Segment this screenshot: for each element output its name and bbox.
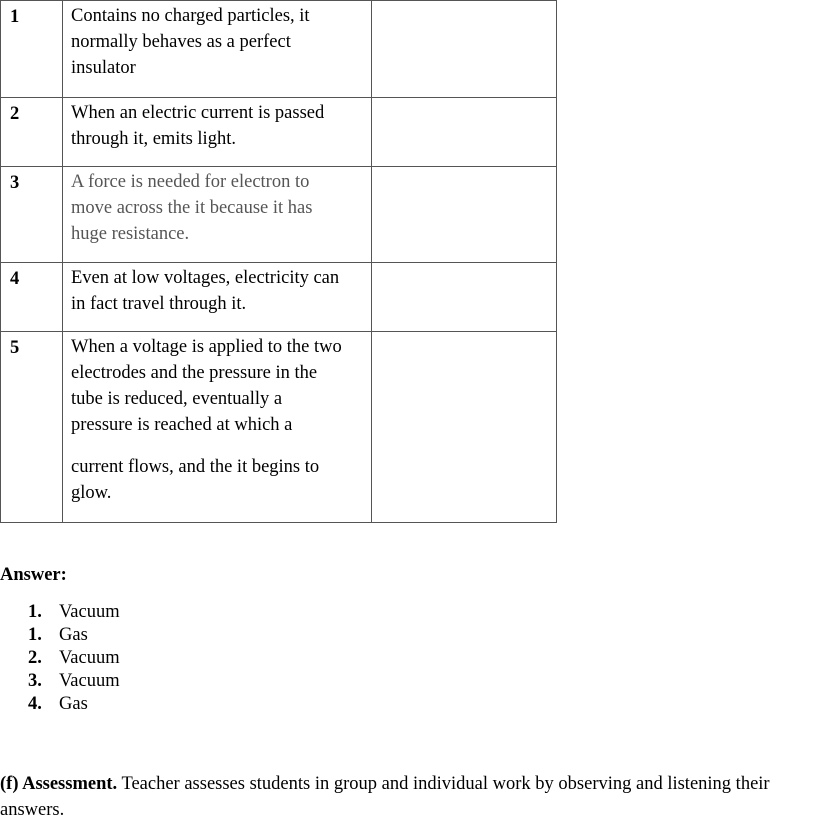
statement-line: move across the it because it has: [71, 198, 313, 218]
statement-line: through it, emits light.: [71, 129, 236, 149]
item-value: Vacuum: [59, 671, 120, 691]
statement-line: electrodes and the pressure in the: [71, 363, 318, 383]
statement-line: Even at low voltages, electricity can: [71, 268, 340, 288]
row-number: 2: [10, 104, 20, 124]
row-number-cell: [1, 167, 63, 263]
item-number: 1.: [28, 602, 42, 622]
row-number-cell: [1, 263, 63, 332]
statement-line: current flows, and the it begins to: [71, 457, 320, 477]
statement-cell: [63, 263, 372, 332]
question-table: [0, 0, 557, 523]
item-value: Vacuum: [59, 602, 120, 622]
table-row: [1, 1, 557, 98]
statement-line: A force is needed for electron to: [71, 172, 310, 192]
row-number-cell: [1, 332, 63, 523]
statement-cell: [63, 98, 372, 167]
row-number: 1: [10, 7, 20, 27]
statement-line: in fact travel through it.: [71, 294, 247, 314]
answer-cell[interactable]: [372, 98, 557, 167]
answer-cell[interactable]: [372, 332, 557, 523]
statement-line: Contains no charged particles, it: [71, 6, 310, 26]
item-number: 1.: [28, 625, 42, 645]
answer-heading: Answer:: [0, 565, 67, 585]
assessment-text: Teacher assesses students in group and individual work by observing and listening their answers.: [0, 774, 770, 820]
table-row: [1, 263, 557, 332]
row-number: 4: [10, 269, 20, 289]
table-row: [1, 98, 557, 167]
item-number: 3.: [28, 671, 42, 691]
row-number-cell: [1, 98, 63, 167]
statement-line: normally behaves as a perfect: [71, 32, 291, 52]
assessment-paragraph: [0, 771, 800, 823]
item-number: 2.: [28, 648, 42, 668]
statement-cell: [63, 167, 372, 263]
answer-cell[interactable]: [372, 1, 557, 98]
item-value: Gas: [59, 625, 88, 645]
statement-line: tube is reduced, eventually a: [71, 389, 283, 409]
row-number: 3: [10, 173, 20, 193]
statement-line: When a voltage is applied to the two: [71, 337, 342, 357]
row-number: 5: [10, 338, 20, 358]
statement-line: pressure is reached at which a: [71, 415, 293, 435]
statement-line: insulator: [71, 58, 136, 78]
statement-line: huge resistance.: [71, 224, 190, 244]
item-value: Gas: [59, 694, 88, 714]
statement-line: When an electric current is passed: [71, 103, 325, 123]
statement-cell: [63, 1, 372, 98]
statement-line: glow.: [71, 483, 112, 503]
answer-cell[interactable]: [372, 167, 557, 263]
item-value: Vacuum: [59, 648, 120, 668]
assessment-heading: (f) Assessment.: [0, 774, 118, 794]
statement-cell: [63, 332, 372, 523]
table-row: [1, 167, 557, 263]
table-row: [1, 332, 557, 523]
answer-cell[interactable]: [372, 263, 557, 332]
item-number: 4.: [28, 694, 42, 714]
row-number-cell: [1, 1, 63, 98]
